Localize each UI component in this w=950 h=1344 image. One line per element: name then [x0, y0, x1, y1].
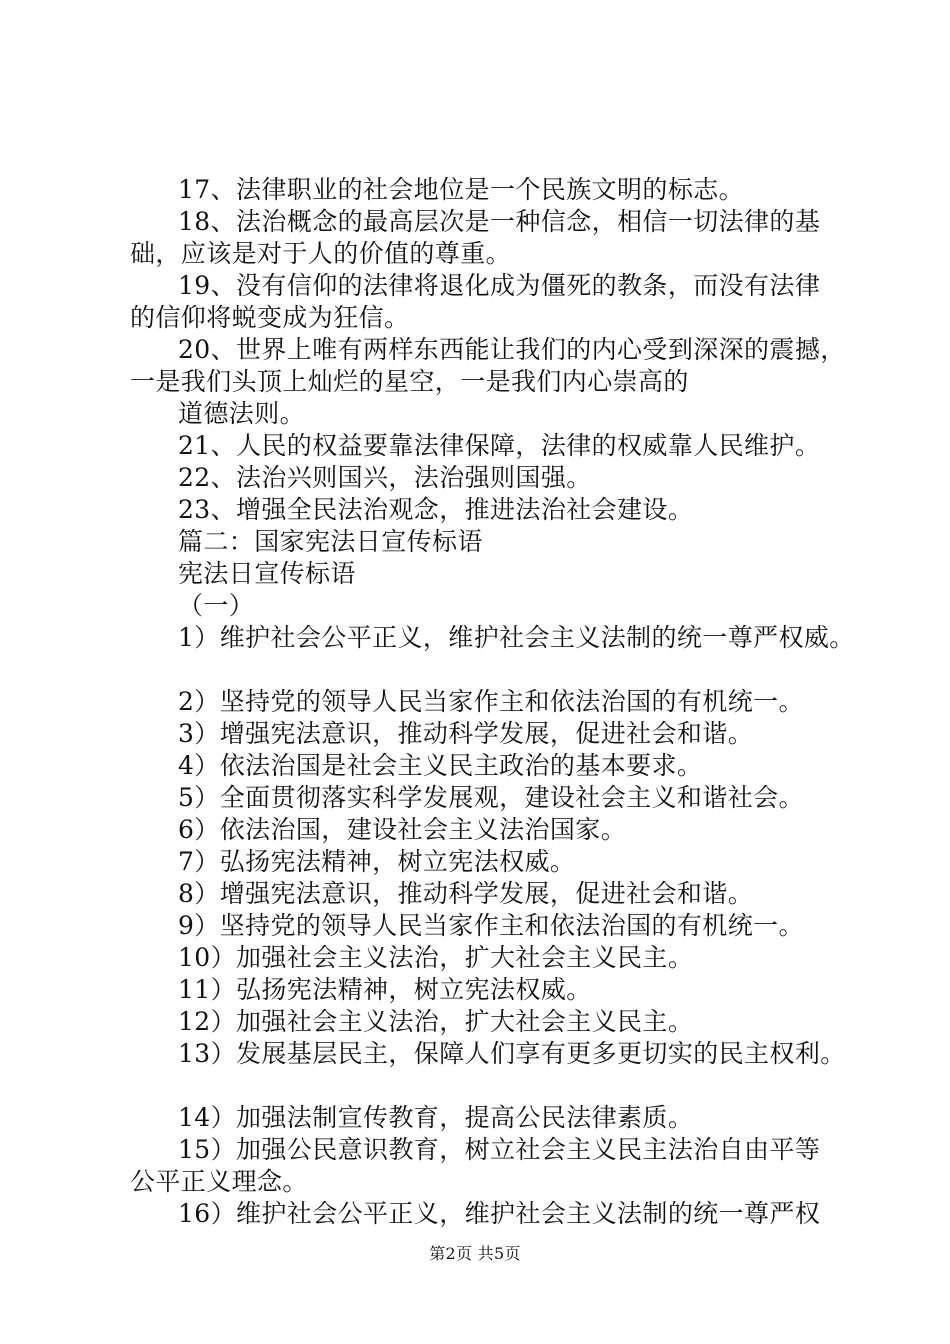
list-item: 12）加强社会主义法治，扩大社会主义民主。: [178, 1007, 694, 1036]
list-item: 8）增强宪法意识，推动科学发展，促进社会和谐。: [178, 879, 754, 908]
list-item: 14）加强法制宣传教育，提高公民法律素质。: [178, 1103, 694, 1132]
list-group-label: （一）: [178, 591, 255, 620]
blank-line: [130, 1070, 850, 1102]
section-heading: 篇二：国家宪法日宣传标语: [178, 527, 483, 556]
page-number-footer: 第2页 共5页: [429, 1244, 521, 1263]
list-item-continuation: 公平正义理念。: [130, 1167, 308, 1196]
list-item: 1）维护社会公平正义，维护社会主义法制的统一尊严权威。: [178, 623, 855, 652]
list-item: 15）加强公民意识教育，树立社会主义民主法治自由平等: [178, 1135, 821, 1164]
list-item: 2）坚持党的领导人民当家作主和依法治国的有机统一。: [178, 687, 804, 716]
list-item: 16）维护社会公平正义，维护社会主义法制的统一尊严权: [178, 1199, 821, 1228]
list-item: 6）依法治国，建设社会主义法治国家。: [178, 815, 627, 844]
list-item: 11）弘扬宪法精神，树立宪法权威。: [178, 975, 592, 1004]
list-item: 13）发展基层民主，保障人们享有更多更切实的民主权利。: [178, 1039, 846, 1068]
text-line: 20、世界上唯有两样东西能让我们的内心受到深深的震撼，: [178, 335, 846, 364]
section-subheading: 宪法日宣传标语: [178, 559, 356, 588]
text-line: 18、法治概念的最高层次是一种信念，相信一切法律的基: [178, 207, 821, 236]
text-line: 17、法律职业的社会地位是一个民族文明的标志。: [178, 175, 745, 204]
list-item: 9）坚持党的领导人民当家作主和依法治国的有机统一。: [178, 911, 804, 940]
blank-line: [130, 654, 850, 686]
text-line: 19、没有信仰的法律将退化成为僵死的教条，而没有法律: [178, 271, 821, 300]
text-line: 道德法则。: [178, 399, 306, 428]
list-item: 4）依法治国是社会主义民主政治的基本要求。: [178, 751, 703, 780]
text-line: 一是我们头顶上灿烂的星空，一是我们内心崇高的: [130, 367, 689, 396]
text-line: 22、法治兴则国兴，法治强则国强。: [178, 463, 592, 492]
list-item: 7）弘扬宪法精神，树立宪法权威。: [178, 847, 576, 876]
text-line: 础，应该是对于人的价值的尊重。: [130, 239, 512, 268]
list-item: 3）增强宪法意识，推动科学发展，促进社会和谐。: [178, 719, 754, 748]
list-item: 10）加强社会主义法治，扩大社会主义民主。: [178, 943, 694, 972]
document-body: [130, 174, 855, 1230]
text-line: 21、人民的权益要靠法律保障，法律的权威靠人民维护。: [178, 431, 821, 460]
text-line: 的信仰将蜕变成为狂信。: [130, 303, 410, 332]
list-item: 5）全面贯彻落实科学发展观，建设社会主义和谐社会。: [178, 783, 804, 812]
text-line: 23、增强全民法治观念，推进法治社会建设。: [178, 495, 694, 524]
